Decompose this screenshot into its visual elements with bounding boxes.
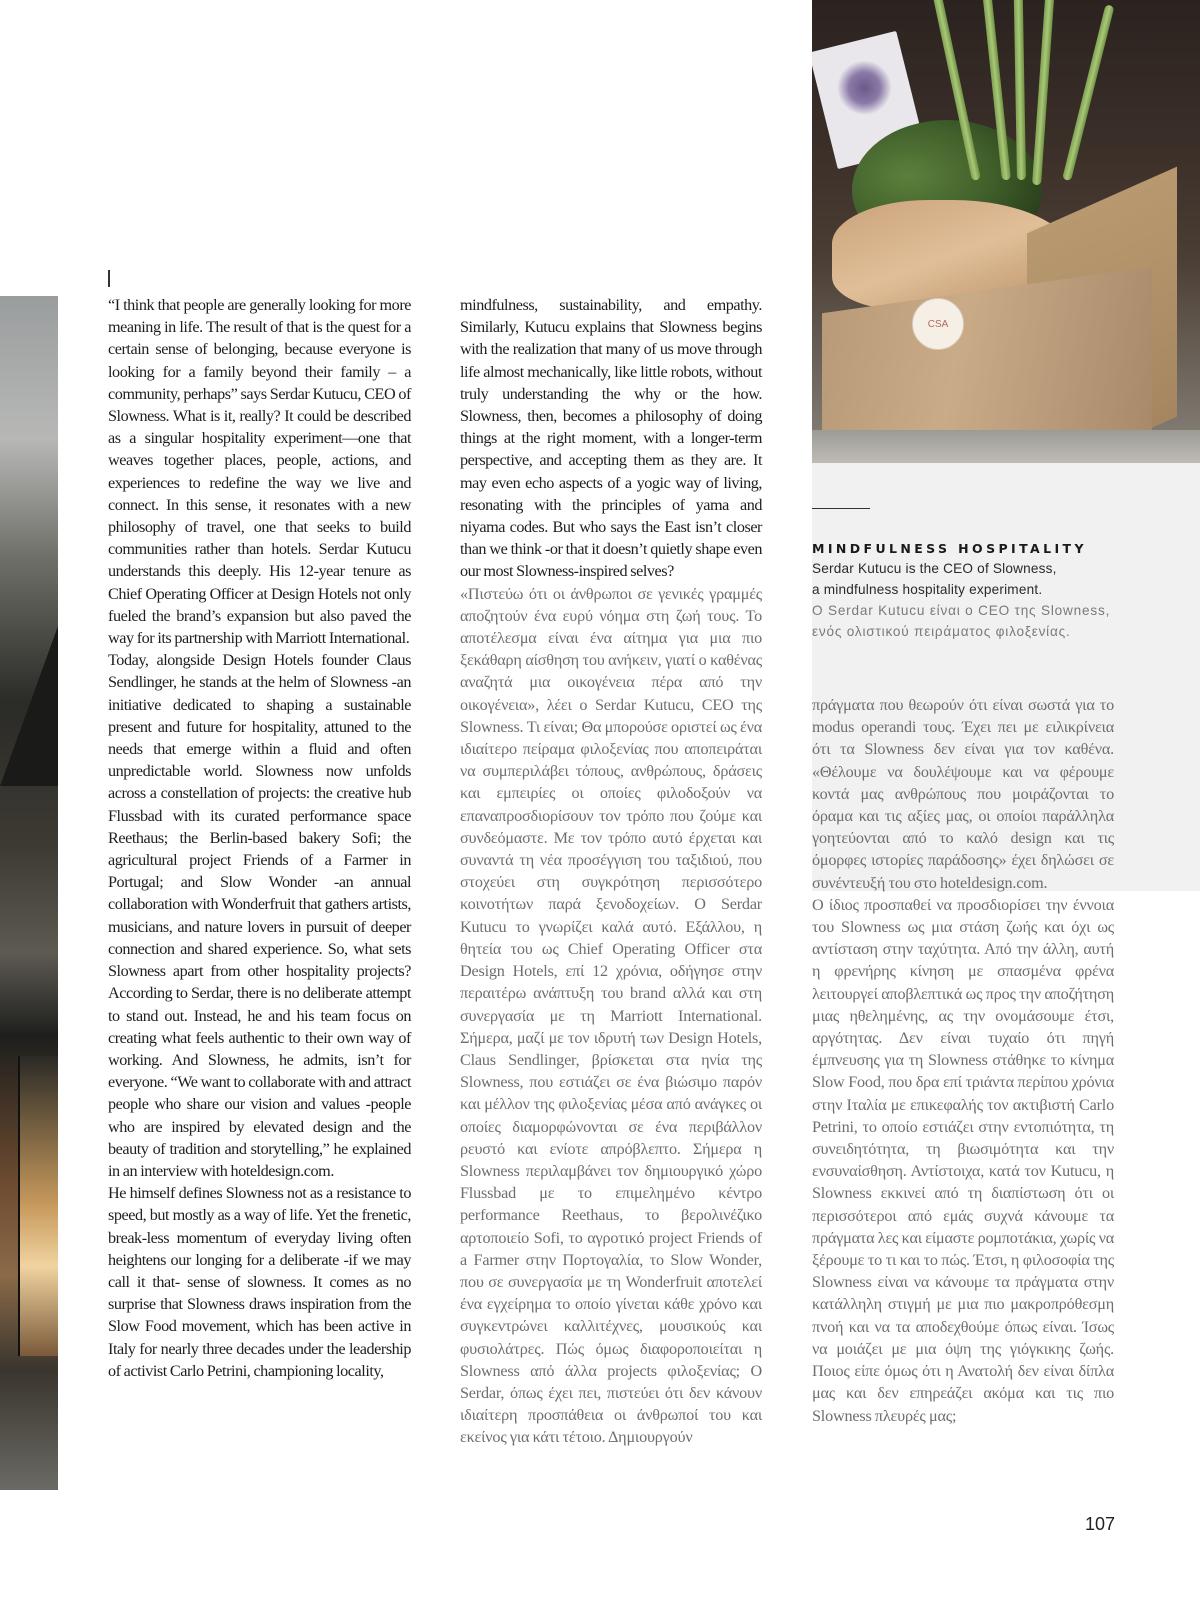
- paragraph: “I think that people are generally looking for more meaning in life. The result of that is the quest for a certain sense of belonging, because everyone is looking for a family beyond their family – a community, perhaps” says Serdar Kutucu, CEO of Slowness. What is it, really? It could be described as a singular hospitality experiment—one that weaves together places, people, actions, and experiences to redefine the way we live and connect. In this sense, it resonates with a new philosophy of travel, one that seeks to build communities rather than hotels. Serdar Kutucu understands this deeply. His 12-year tenure as Chief Operating Officer at Design Hotels not only fueled the brand’s expansion but also paved the way for its partnership with Marriott International.: [108, 296, 411, 648]
- caption-english-line: Serdar Kutucu is the CEO of Slowness,: [812, 561, 1057, 576]
- article-column-3: [812, 694, 1114, 1427]
- paragraph-greek: πράγματα που θεωρούν ότι είναι σωστά για το modus operandi τους. Έχει πει με ειλικρίνεια ότι τα Slowness δεν είναι για τον καθένα. «Θέλουμε να δουλέψουμε και να φέρουμε κοντά μας ανθρώπους που μοιράζονται το όραμα και τις αξίες μας, οι οποίοι παράλληλα γοητεύονται από το καλό design και τις όμορφες ιστορίες παράδοσης» έχει δηλώσει σε συνέντευξή του στο hoteldesign.com.: [812, 696, 1114, 892]
- photo-caption: [812, 540, 1112, 642]
- caption-greek-line: ενός ολιστικού πειράματος φιλοξενίας.: [812, 624, 1071, 639]
- green-onion-stem: [1032, 0, 1055, 185]
- box-logo: CSA: [912, 298, 964, 350]
- article-column-2: [460, 294, 762, 1449]
- caption-greek-line: Ο Serdar Kutucu είναι ο CEO της Slowness,: [812, 603, 1111, 618]
- lit-window: [18, 1056, 58, 1356]
- paragraph-greek: Ο ίδιος προσπαθεί να προσδιορίσει την έννοια του Slowness ως μια στάση ζωής και όχι ως αντίσταση στην ταχύτητα. Από την άλλη, αυτή η φρενήρης κίνηση με σπασμένα φρένα λειτουργεί αποβλεπτικά ως προς την αποζήτηση μιας ηθελημένης, ας την ονομάσουμε έτσι, αργότητας. Δεν είναι τυχαίο ότι πηγή έμπνευσης για τη Slowness στάθηκε το κίνημα Slow Food, που δρα επί τριάντα περίπου χρόνια στην Ιταλία με επικεφαλής τον ακτιβιστή Carlo Petrini, το οποίο εστιάζει στην εντοπιότητα, τη συνειδητότητα, τη βιωσιμότητα και την ενσυναίσθηση. Αντίστοιχα, κατά τον Kutucu, η Slowness εκκινεί από τη διαπίστωση ότι οι περισσότεροι από εμάς συχνά κάνουμε τα πράγματα λες και είμαστε ρομποτάκια, χωρίς να ξέρουμε το τι και το πώς. Έτσι, η φιλοσοφία της Slowness είναι να κάνουμε τα πράγματα στην κατάλληλη στιγμή με μια πιο μακροπρόθεσμη πνοή και να τα αποδεχθούμε όπως είναι. Ίσως να μοιάζει με μια όψη της γιόγκικης ζωής. Ποιος είπε όμως ότι η Ανατολή δεν είναι δίπλα μας και δεν επηρεάζει ακόμα και τις πιο Slowness πλευρές μας;: [812, 895, 1114, 1425]
- paragraph-english: mindfulness, sustainability, and empathy. Similarly, Kutucu explains that Slowness begins with the realization that many of us move through life almost mechanically, like little robots, without truly understanding the why or the how. Slowness, then, becomes a philosophy of doing things at the right moment, with a longer-term perspective, and accepting them as they are. It may even echo aspects of a yogic way of living, resonating with the principles of yama and niyama codes. But who says the East isn’t closer than we think -or that it doesn’t quietly shape even our most Slowness-inspired selves?: [460, 296, 762, 581]
- article-column-1: [108, 294, 411, 1382]
- paragraph: He himself defines Slowness not as a resistance to speed, but mostly as a way of life. Yet the frenetic, break-less momentum of everyday living often heightens our longing for a deliberate -if we may call it that- sense of slowness. It comes as no surprise that Slowness draws inspiration from the Slow Food movement, which has been active in Italy for nearly three decades under the leadership of activist Carlo Petrini, championing locality,: [108, 1184, 411, 1380]
- caption-divider: [812, 508, 870, 509]
- text-cursor: [108, 270, 110, 287]
- green-onion-stem: [1062, 4, 1114, 181]
- page-number: 107: [1084, 1514, 1115, 1534]
- vegetable-box-photo: [812, 0, 1200, 463]
- paragraph: Today, alongside Design Hotels founder Claus Sendlinger, he stands at the helm of Slowness -an initiative dedicated to shaping a sustainable present and future for hospitality, attuned to the needs that emerge within a fluid and often unpredictable world. Slowness now unfolds across a constellation of projects: the creative hub Flussbad with its curated performance space Reethaus; the Berlin-based bakery Sofi; the agricultural project Friends of a Farmer in Portugal; and Slow Wonder -an annual collaboration with Wonderfruit that gathers artists, musicians, and nature lovers in pursuit of deeper connection and shared experience. So, what sets Slowness apart from other hospitality projects? According to Serdar, there is no deliberate attempt to stand out. Instead, he and his team focus on creating what feels authentic to their own way of working. And Slowness, he admits, isn’t for everyone. “We want to collaborate with and attract people who share our vision and values -people who are inspired by elevated design and the beauty of tradition and storytelling,” he explained in an interview with hoteldesign.com.: [108, 651, 411, 1180]
- caption-heading: MINDFULNESS HOSPITALITY: [812, 541, 1087, 556]
- roof-shape: [0, 626, 58, 786]
- caption-english-line: a mindfulness hospitality experiment.: [812, 582, 1043, 597]
- building-photo: [0, 296, 58, 1490]
- paragraph-greek: «Πιστεύω ότι οι άνθρωποι σε γενικές γραμμές αποζητούν ένα ευρύ νόημα στη ζωή τους. Το αποτέλεσμα είναι ένα αίτημα για μια πιο ξεκάθαρη αίσθηση του ανήκειν, γιατί ο καθένας αναζητά μια οικογένεια πέρα από την οικογένεια», λέει ο Serdar Kutucu, CEO της Slowness. Τι είναι; Θα μπορούσε οριστεί ως ένα ιδιαίτερο πείραμα φιλοξενίας που αποπειράται να συμπεριλάβει τόπους, ανθρώπους, δράσεις και εμπειρίες οι οποίες φιλοδοξούν να επαναπροσδιορίσουν τον τρόπο που ζούμε και συνδεόμαστε. Με τον τρόπο αυτό έρχεται και συναντά τη νέα προσέγγιση του ταξιδιού, που στοχεύει στη συγκρότηση περισσότερο κοινοτήτων παρά ξενοδοχείων. Ο Serdar Kutucu το γνωρίζει καλά αυτό. Εξάλλου, η θητεία του ως Chief Operating Officer στα Design Hotels, επί 12 χρόνια, οδήγησε στην περαιτέρω ανάπτυξη του brand αλλά και στη συνεργασία με τη Marriott International. Σήμερα, μαζί με τον ιδρυτή των Design Hotels, Claus Sendlinger, βρίσκεται στα ηνία της Slowness, που εστιάζει σε ένα βιώσιμο παρόν και μέλλον της φιλοξενίας μέσα από ανάγκες οι οποίες διαμορφώνονται σε ένα περιβάλλον ρευστό και ενίοτε απρόβλεπτο. Σήμερα η Slowness περιλαμβάνει τον δημιουργικό χώρο Flussbad με το επιμελημένο κέντρο performance Reethaus, το βερολινέζικο αρτοποιείο Sofi, το αγροτικό project Friends of a Farmer στην Πορτογαλία, το Slow Wonder, που σε συνεργασία με τη Wonderfruit αποτελεί ένα εγχείρημα το οποίο γίνεται κάθε χρόνο και συγκεντρώνει καλλιτέχνες, μουσικούς και φυσιολάτρες. Πώς όμως διαφοροποιείται η Slowness από άλλα projects φιλοξενίας; Ο Serdar, όπως έχει πει, πιστεύει ότι δεν κάνουν ιδιαίτερη προσπάθεια οι άνθρωποί του και εκείνος για κάτι τέτοιο. Δημιουργούν: [460, 584, 762, 1447]
- table-surface: [812, 430, 1200, 463]
